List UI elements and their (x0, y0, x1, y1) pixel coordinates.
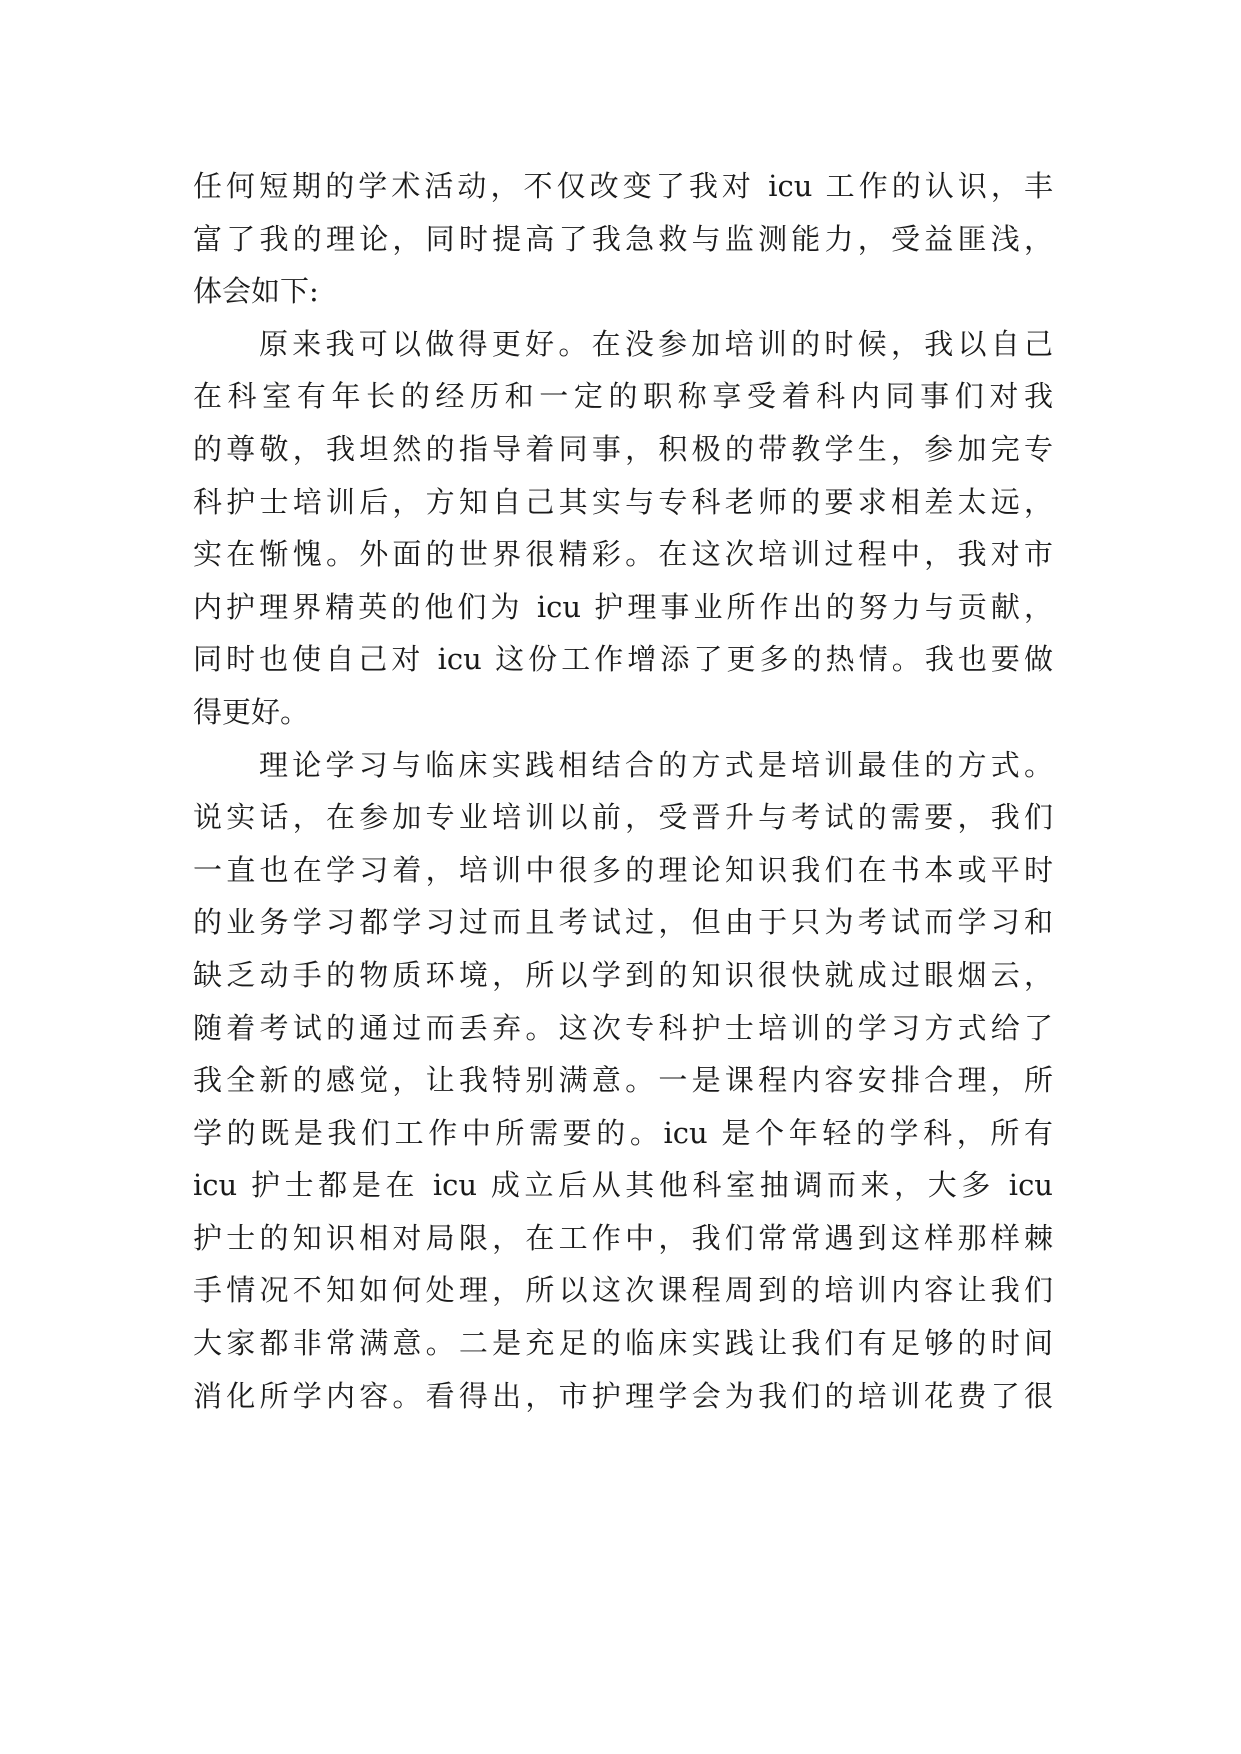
text-line: 护士的知识相对局限，在工作中，我们常常遇到这样那样棘 (193, 1220, 1053, 1255)
text-line: 得更好。 (193, 694, 310, 729)
text-line: 我全新的感觉，让我特别满意。一是课程内容安排合理，所 (193, 1063, 1053, 1098)
text-line: 内护理界精英的他们为 icu 护理事业所作出的努力与贡献， (193, 589, 1053, 624)
text-line: 学的既是我们工作中所需要的。icu 是个年轻的学科，所有 (193, 1115, 1053, 1150)
text-line: 体会如下: (193, 274, 319, 309)
text-line: 实在惭愧。外面的世界很精彩。在这次培训过程中，我对市 (193, 537, 1053, 572)
text-line: 同时也使自己对 icu 这份工作增添了更多的热情。我也要做 (193, 642, 1053, 677)
text-line: 富了我的理论，同时提高了我急救与监测能力，受益匪浅， (193, 221, 1053, 256)
text-line: 消化所学内容。看得出，市护理学会为我们的培训花费了很 (193, 1378, 1053, 1413)
text-line: 手情况不知如何处理，所以这次课程周到的培训内容让我们 (193, 1273, 1053, 1308)
text-line: 的业务学习都学习过而且考试过，但由于只为考试而学习和 (193, 905, 1053, 940)
body-text (193, 160, 1053, 1422)
text-line: 在科室有年长的经历和一定的职称享受着科内同事们对我 (193, 379, 1053, 414)
text-line: icu 护士都是在 icu 成立后从其他科室抽调而来，大多 icu (193, 1168, 1053, 1203)
text-line: 原来我可以做得更好。在没参加培训的时候，我以自己 (259, 326, 1053, 361)
text-line: 科护士培训后，方知自己其实与专科老师的要求相差太远， (193, 484, 1053, 519)
text-line: 大家都非常满意。二是充足的临床实践让我们有足够的时间 (193, 1326, 1053, 1361)
text-line: 随着考试的通过而丢弃。这次专科护士培训的学习方式给了 (193, 1010, 1053, 1045)
text-line: 理论学习与临床实践相结合的方式是培训最佳的方式。 (259, 747, 1053, 782)
text-line: 任何短期的学术活动，不仅改变了我对 icu 工作的认识，丰 (193, 169, 1053, 203)
text-line: 一直也在学习着，培训中很多的理论知识我们在书本或平时 (193, 852, 1053, 887)
text-line: 说实话，在参加专业培训以前，受晋升与考试的需要，我们 (193, 800, 1053, 835)
text-line: 的尊敬，我坦然的指导着同事，积极的带教学生，参加完专 (193, 431, 1053, 466)
text-line: 缺乏动手的物质环境，所以学到的知识很快就成过眼烟云， (193, 957, 1053, 992)
